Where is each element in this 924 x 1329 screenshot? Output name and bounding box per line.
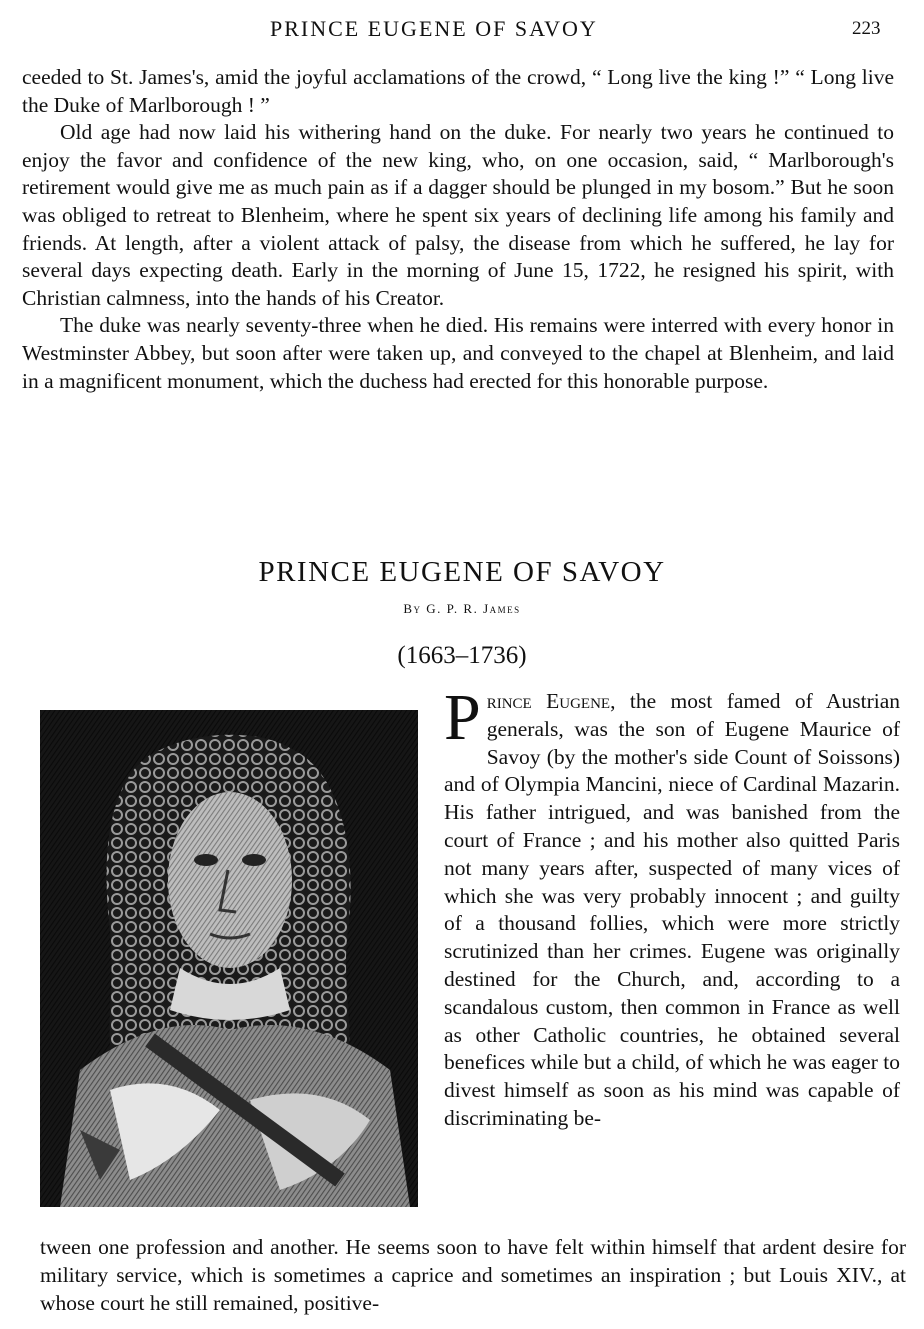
article-dates: (1663–1736) [397,642,527,669]
article-continuation-text: tween one profession and another. He seems soon to have felt within himself that ardent desire for military service, which is sometimes a caprice and sometimes an inspiration ; but Louis XIV., at whose court he still remained, positive- [40,1235,906,1315]
article-byline: By G. P. R. James [403,601,521,616]
running-head: PRINCE EUGENE OF SAVOY [270,16,598,41]
portrait-engraving [40,710,418,1207]
drop-cap: P [444,681,481,754]
article-title: PRINCE EUGENE OF SAVOY [258,556,666,588]
paragraph-1: ceeded to St. James's, amid the joyful acclamations of the crowd, “ Long live the king !” “ Long live the Duke of Marlborough ! ” [22,65,894,117]
paragraph-3: The duke was nearly seventy-three when he died. His remains were interred with every honor in Westminster Abbey, but soon after were taken up, and conveyed to the chapel at Blenheim, and laid in a magnificent monument, which the duchess had erected for this honorable purpose. [22,313,894,393]
paragraph-2: Old age had now laid his withering hand on the duke. For nearly two years he continued to enjoy the favor and confidence of the new king, who, on one occasion, said, “ Marlborough's retirement would give me as much pain as if a dagger should be plunged in my bosom.” But he soon was obliged to retreat to Blenheim, where he spent six years of declining life among his family and friends. At length, after a violent attack of palsy, the disease from which he suffered, he lay for several days expecting death. Early in the morning of June 15, 1722, he resigned his spirit, with Christian calmness, into the hands of his Creator. [22,120,894,310]
page-number: 223 [852,18,881,39]
previous-article-text [22,64,894,395]
lead-in-caps: rince Eugene, [486,689,616,713]
column-body: the most famed of Austrian generals, was the son of Eugene Maurice of Savoy (by the mother's side Count of Soissons) and of Olympia Mancini, niece of Cardinal Mazarin. His father intrigued, and was banished from the court of France ; and his mother also quitted Paris not many years after, suspected of many vices of which she was very probably innocent ; and guilty of a thousand follies, which were more strictly scrutinized than her crimes. Eugene was originally destined for the Church, and, according to a scandalous custom, then common in France as well as other Catholic countries, he obtained several benefices while but a child, of which he was eager to divest himself as soon as his mind was capable of discriminating be- [444,689,900,1130]
article-column-text [444,681,900,1133]
